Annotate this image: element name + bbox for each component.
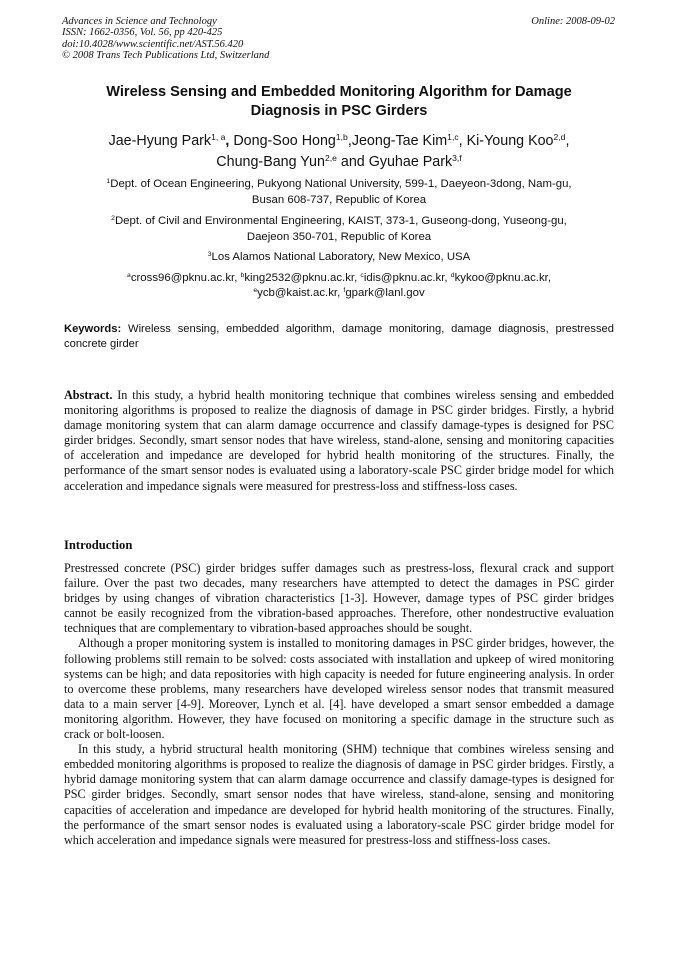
author-separator: and	[336, 154, 369, 170]
email-mark: e	[253, 287, 258, 295]
affiliation-mark: 1	[106, 177, 111, 185]
email-address: king2532@pknu.ac.kr	[244, 272, 355, 284]
affiliation	[62, 214, 616, 245]
author-separator: ,	[347, 133, 352, 149]
email-mark: a	[127, 271, 131, 279]
online-date: Online: 2008-09-02	[531, 16, 615, 27]
email-mark: d	[450, 271, 455, 279]
author-affiliation-mark: 1,b	[335, 131, 348, 142]
affiliation-text: Dept. of Civil and Environmental Engineering, KAIST, 373-1, Guseong-dong, Yuseong-gu,	[114, 215, 567, 227]
author-name: Chung-Bang Yun	[216, 154, 325, 170]
keywords-label: Keywords:	[64, 323, 122, 335]
journal-issn: ISSN: 1662-0356, Vol. 56, pp 420-425	[62, 27, 223, 39]
email-list: $^a$cross96@pknu.ac.kr, $^b$king2532@pknu.ac.kr, $^c$idis@pknu.ac.kr, $^d$kykoo@pknu.ac.kr, $^e$ycb@kaist.ac.kr, $^f$gpark@lanl.gov	[127, 271, 551, 300]
abstract	[64, 388, 614, 494]
author-list	[62, 131, 616, 173]
author-separator: ,	[458, 133, 463, 149]
abstract-text: In this study, a hybrid health monitoring technique that combines wireless sensing and embedded monitoring algorithms is proposed to realize the diagnosis of damage in PSC girder bridges. Firstly, a hybrid damage monitoring system that can alarm damage occurrence and classify damage-types is designed for PSC girder bridges. Secondly, smart sensor nodes that have wireless, stand-alone, sensing and monitoring capacities of acceleration and impedance are developed for hybrid health monitoring of the structures. Finally, the performance of the smart sensor nodes is evaluated using a laboratory-scale PSC girder bridge model for which acceleration and impedance signals were measured for prestress-loss and stiffness-loss cases.	[64, 388, 614, 493]
affiliation-text: Daejeon 350-701, Republic of Korea	[246, 230, 432, 243]
affiliation-mark: 2	[111, 214, 115, 222]
paper-title	[70, 83, 608, 120]
email-address: cross96@pknu.ac.kr	[130, 272, 235, 284]
author-name: Gyuhae Park	[368, 154, 453, 170]
email-address: gpark@lanl.gov	[345, 287, 425, 300]
email-address: kykoo@pknu.ac.kr	[454, 272, 548, 284]
author-affiliation-mark: 1, a	[211, 131, 226, 142]
email-mark: c	[360, 271, 364, 279]
affiliation	[62, 250, 616, 266]
affiliation-text: Busan 608-737, Republic of Korea	[251, 193, 427, 206]
author-name: Dong-Soo Hong	[233, 133, 336, 149]
section-heading-introduction: Introduction	[64, 538, 133, 552]
author-separator: ,	[565, 133, 570, 149]
paper-title-line: Diagnosis in PSC Girders	[250, 102, 428, 119]
paper-title-line: Wireless Sensing and Embedded Monitoring Algorithm for Damage	[106, 84, 572, 100]
email-address: idis@pknu.ac.kr	[363, 272, 445, 284]
paragraph: In this study, a hybrid structural health monitoring (SHM) technique that combines wireless sensing and embedded monitoring algorithms is proposed to realize the diagnosis of damage in PSC girder bridges. Firstly, a hybrid damage monitoring system that can alarm damage occurrence and classify damage-types is designed for PSC girder bridges. Secondly, smart sensor nodes that have wireless, stand-alone, sensing and monitoring capacities of acceleration and impedance are developed for hybrid health monitoring of the structures. Finally, the performance of the smart sensor nodes is evaluated using a laboratory-scale PSC girder bridge model for which acceleration and impedance signals were measured for prestress-loss and stiffness-loss cases.	[64, 742, 614, 847]
email-mark: b	[240, 271, 245, 279]
author-separator: ,	[225, 133, 230, 149]
affiliation-mark: 3	[207, 250, 212, 258]
abstract-label: Abstract.	[64, 388, 113, 402]
journal-name: Advances in Science and Technology	[62, 16, 217, 27]
author-affiliation-mark: 3,f	[452, 152, 462, 163]
journal-copyright: © 2008 Trans Tech Publications Ltd, Switzerland	[62, 50, 270, 62]
email-mark: f	[343, 287, 346, 295]
email-address: ycb@kaist.ac.kr	[257, 287, 338, 300]
keywords-text: Wireless sensing, embedded algorithm, damage monitoring, damage diagnosis, prestressed concrete girder	[64, 323, 614, 351]
keywords	[64, 322, 614, 352]
author-affiliation-mark: 2,e	[324, 152, 337, 163]
affiliation	[62, 177, 616, 208]
journal-header	[62, 16, 269, 62]
introduction-body	[64, 561, 614, 848]
paragraph: Prestressed concrete (PSC) girder bridges suffer damages such as prestress-loss, flexural crack and support failure. Over the past two decades, many researchers have attempted to detect the damages in PSC girder bridges by using changes of vibration characteristics [1-3]. However, damage types of PSC girder bridges cannot be easily recognized from the vibration-based approaches. Therefore, other nondestructive evaluation techniques that are complementary to vibration-based approaches should be sought.	[64, 561, 614, 636]
author-affiliation-mark: 1,c	[447, 131, 459, 142]
author-affiliation-mark: 2,d	[553, 131, 566, 142]
affiliation-text: Los Alamos National Laboratory, New Mexico, USA	[211, 251, 471, 263]
author-name: Jeong-Tae Kim	[351, 133, 448, 149]
affiliation-text: Dept. of Ocean Engineering, Pukyong National University, 599-1, Daeyeon-3dong, Nam-gu,	[110, 178, 572, 190]
journal-doi: doi:10.4028/www.scientific.net/AST.56.420	[62, 38, 244, 50]
paragraph: Although a proper monitoring system is installed to monitoring damages in PSC girder bridges, however, the following problems still remain to be solved: costs associated with installation and upkeep of wired monitoring systems can be high; and data repositories with high capacity is needed for future engineering analysis. In order to overcome these problems, many researchers have developed wireless sensor nodes that transmit measured data to a main server [4-9]. Moreover, Lynch et al. [4]. have developed a smart sensor embedded a damage monitoring algorithm. However, they have focused on monitoring a specific damage in the structure such as crack or bolt-loosen.	[64, 636, 614, 742]
author-name: Jae-Hyung Park	[108, 133, 212, 149]
author-name: Ki-Young Koo	[466, 133, 554, 149]
